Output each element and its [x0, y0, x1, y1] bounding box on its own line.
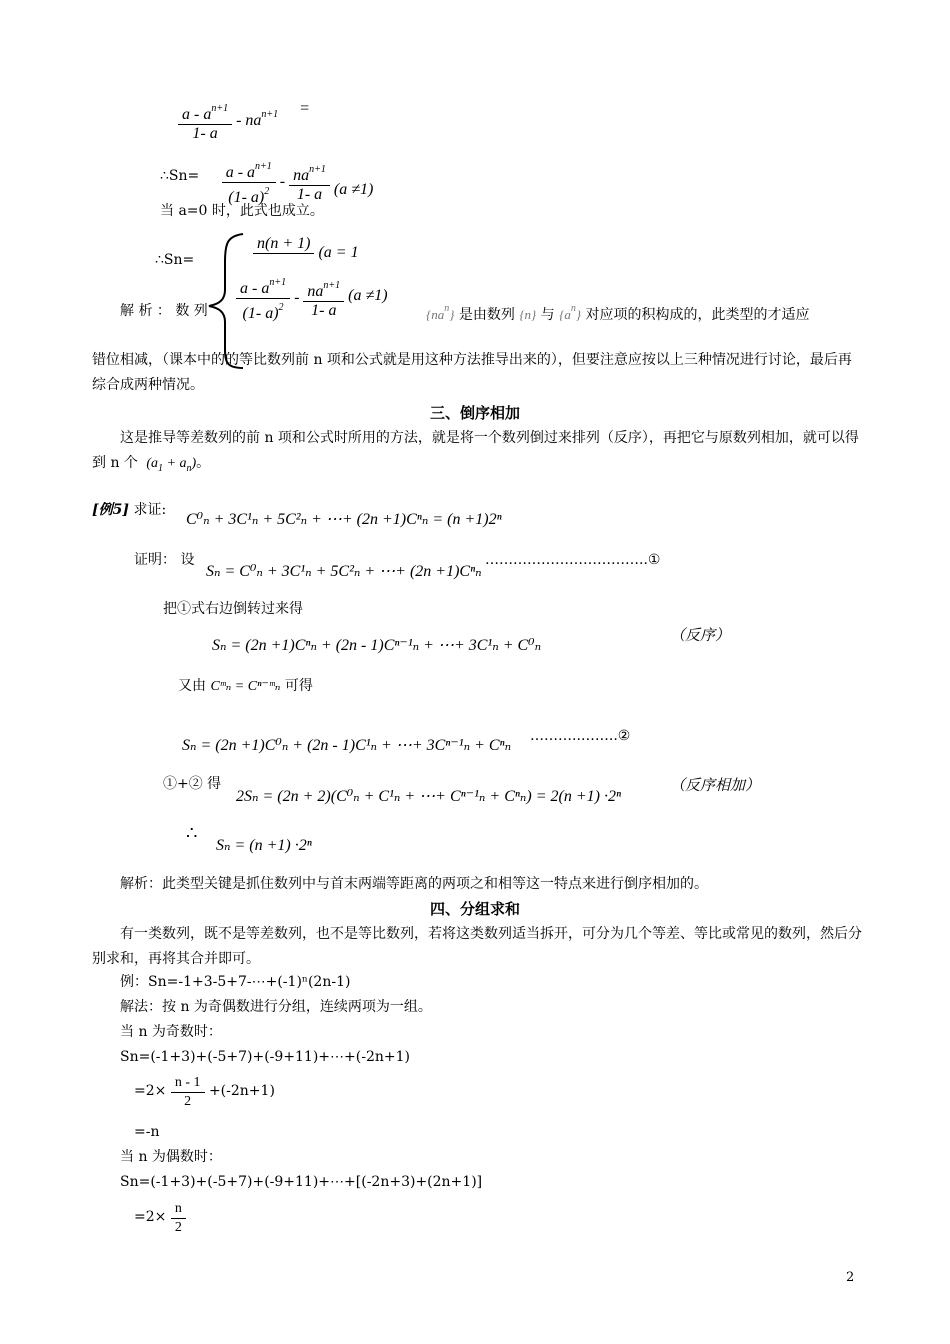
- piecewise-case1: n(n + 1) (a = 1: [253, 235, 359, 272]
- result-eq: Sₙ = (n +1) ·2ⁿ: [216, 837, 312, 854]
- proof-eq2-tail: ………..……..②: [530, 728, 631, 744]
- piecewise-prefix: ∴Sn=: [155, 252, 195, 268]
- sum-note: （反序相加）: [670, 776, 761, 794]
- sn-formula-line: ∴Sn= $\frac{a - a^{n+1}}{(1- a)^2}$ - $\frac{na^{n+1}}{1- a}$ (a ≠1): [160, 158, 373, 207]
- reverse-text: 把①式右边倒转过来得: [163, 601, 303, 617]
- analysis1-cont: 错位相减，（课本中的的等比数列前 n 项和公式就是用这种方法推导出来的），但要注意应按以上三种情况进行讨论，最后再综合成两种情况。: [92, 352, 852, 393]
- sum-eq: 2Sₙ = (2n + 2)(C⁰ₙ + C¹ₙ + ⋯+ Cⁿ⁻¹ₙ + Cⁿₙ) = 2(n +1) ·2ⁿ: [236, 788, 622, 805]
- top-formula: $\frac{a - a^{n+1}}{1- a}$ - $na^{n+1}$ =: [178, 100, 309, 143]
- reverse-note: （反序）: [670, 626, 731, 644]
- proof-eq1: Sₙ = C⁰ₙ + 3C¹ₙ + 5C²ₙ + ⋯+ (2n +1)Cⁿₙ: [206, 563, 482, 580]
- odd-step: =2× $\frac{n - 1}{2}$ +(-2n+1): [134, 1075, 275, 1109]
- piecewise-case2: $\frac{a - a^{n+1}}{(1- a)^2}$ - $\frac{na^{n+1}}{1- a}$ (a ≠1): [236, 274, 388, 323]
- example5-formula: C⁰ₙ + 3C¹ₙ + 5C²ₙ + ⋯+ (2n +1)Cⁿₙ = (n +1)2ⁿ: [186, 511, 502, 528]
- section3-intro: 这是推导等差数列的前 n 项和公式时所用的方法，就是将一个数列倒过来排列（反序），再把它与原数列相加，就可以得到 n 个 $(a_1 + a_n)$。: [92, 430, 859, 474]
- analysis1-lead: 解 析 ： 数 列: [120, 303, 208, 319]
- odd-label: 当 n 为奇数时：: [120, 1024, 222, 1040]
- proof-lead: 证明： 设: [134, 552, 195, 568]
- page-number: 2: [846, 1270, 855, 1285]
- section4-method: 解法：按 n 为奇偶数进行分组，连续两项为一组。: [120, 999, 432, 1015]
- example5-label: [例5] 求证:: [92, 502, 167, 518]
- section4-intro: 有一类数列，既不是等差数列，也不是等比数列，若将这类数列适当拆开，可分为几个等差、等比或常见的数列，然后分别求和，再将其合并即可。: [92, 926, 862, 967]
- proof-eq1-tail: ……………………………..①: [485, 552, 661, 568]
- even-sum: Sn=(-1+3)+(-5+7)+(-9+11)+⋯+[(-2n+3)+(2n+1)]: [120, 1174, 483, 1190]
- sn-prefix: ∴Sn=: [160, 168, 200, 185]
- also-line: 又由 Cᵐₙ = Cⁿ⁻ᵐₙ 可得: [178, 678, 313, 694]
- even-label: 当 n 为偶数时：: [120, 1149, 222, 1165]
- a0-note: 当 a=0 时，此式也成立。: [160, 203, 324, 219]
- section4-title: 四、分组求和: [429, 900, 520, 918]
- example5-analysis: 解析：此类型关键是抓住数列中与首末两端等距离的两项之和相等这一特点来进行倒序相加的。: [120, 876, 708, 892]
- reverse-eq: Sₙ = (2n +1)Cⁿₙ + (2n - 1)Cⁿ⁻¹ₙ + ⋯+ 3C¹ₙ + C⁰ₙ: [212, 637, 542, 654]
- odd-result: =-n: [134, 1124, 160, 1140]
- proof-eq2: Sₙ = (2n +1)C⁰ₙ + (2n - 1)C¹ₙ + ⋯+ 3Cⁿ⁻¹ₙ + Cⁿₙ: [182, 737, 512, 754]
- section4-example: 例：Sn=-1+3-5+7-⋯+(-1)ⁿ(2n-1): [120, 974, 351, 990]
- odd-sum: Sn=(-1+3)+(-5+7)+(-9+11)+⋯+(-2n+1): [120, 1049, 410, 1065]
- even-step: =2× $\frac{n}{2}$: [134, 1200, 186, 1237]
- section3-title: 三、倒序相加: [429, 404, 520, 422]
- sum-lead: ①+② 得: [163, 776, 222, 792]
- top-fraction: $\frac{a - a^{n+1}}{1- a}$: [178, 100, 232, 143]
- therefore-symbol: ∴: [186, 823, 198, 844]
- analysis1-line: $\{na^n\}$ 是由数列 {n} 与 $\{a^n\}$ 对应项的积构成的，此类型的才适应: [426, 303, 810, 323]
